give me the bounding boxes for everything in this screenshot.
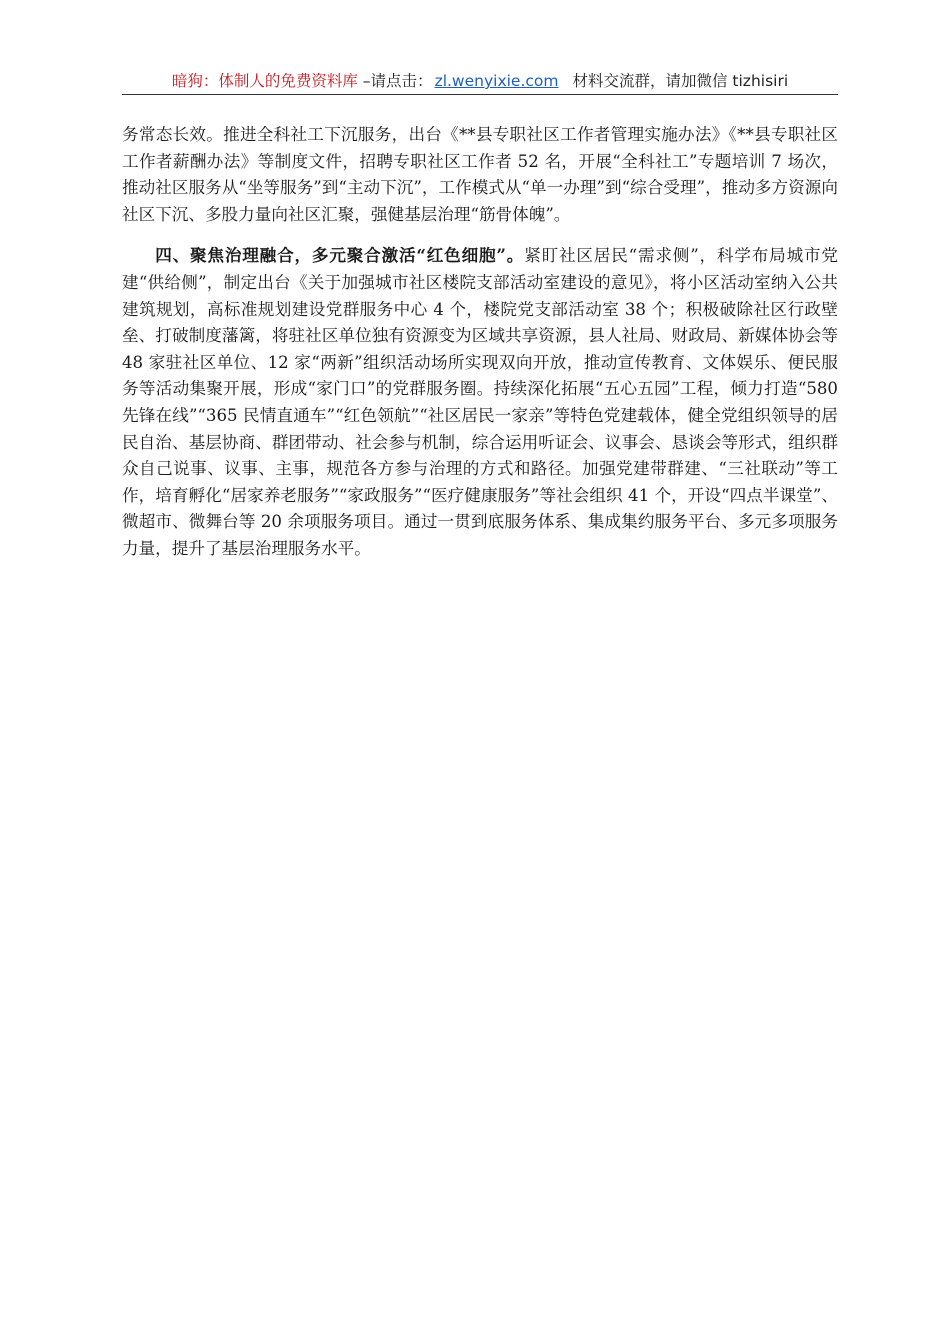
paragraph-section-four xyxy=(122,242,838,562)
header-brand-text: 暗狗：体制人的免费资料库 xyxy=(171,72,358,90)
page-header xyxy=(122,68,838,95)
paragraph-text: 务常态长效。推进全科社工下沉服务，出台《**县专职社区工作者管理实施办法》《**县专职社区工作者薪酬办法》等制度文件，招聘专职社区工作者 52 名，开展“全科社工”专题培训 7 场次，推动社区服务从“坐等服务”到“主动下沉”，工作模式从“单一办理”到“综合受理”，推动多方资源向社区下沉、多股力量向社区汇聚，强健基层治理“筋骨体魄”。 xyxy=(122,125,838,224)
paragraph-text: 紧盯社区居民“需求侧”，科学布局城市党建“供给侧”，制定出台《关于加强城市社区楼院支部活动室建设的意见》，将小区活动室纳入公共建筑规划，高标准规划建设党群服务中心 4 个，楼院党支部活动室 38 个；积极破除社区行政壁垒、打破制度藩篱，将驻社区单位独有资源变为区域共享资源，县人社局、财政局、新媒体协会等 48 家驻社区单位、12 家“两新”组织活动场所实现双向开放，推动宣传教育、文体娱乐、便民服务等活动集聚开展，形成“家门口”的党群服务圈。持续深化拓展“五心五园”工程，倾力打造“580 先锋在线”“365 民情直通车”“红色领航”“社区居民一家亲”等特色党建载体，健全党组织领导的居民自治、基层协商、群团带动、社会参与机制，综合运用听证会、议事会、恳谈会等形式，组织群众自己说事、议事、主事，规范各方参与治理的方式和路径。加强党建带群建、“三社联动”等工作，培育孵化“居家养老服务”“家政服务”“医疗健康服务”等社会组织 41 个，开设“四点半课堂”、微超市、微舞台等 20 余项服务项目。通过一贯到底服务体系、集成集约服务平台、多元多项服务力量，提升了基层治理服务水平。 xyxy=(122,246,838,558)
paragraph-continued xyxy=(122,122,838,228)
header-website-link[interactable]: zl.wenyixie.com xyxy=(434,72,559,90)
section-heading: 四、聚焦治理融合，多元聚合激活“红色细胞”。 xyxy=(155,245,525,266)
header-wechat-text: 材料交流群，请加微信 tizhisiri xyxy=(572,72,789,90)
document-body xyxy=(122,122,838,563)
header-prompt-text: –请点击： xyxy=(357,72,433,90)
